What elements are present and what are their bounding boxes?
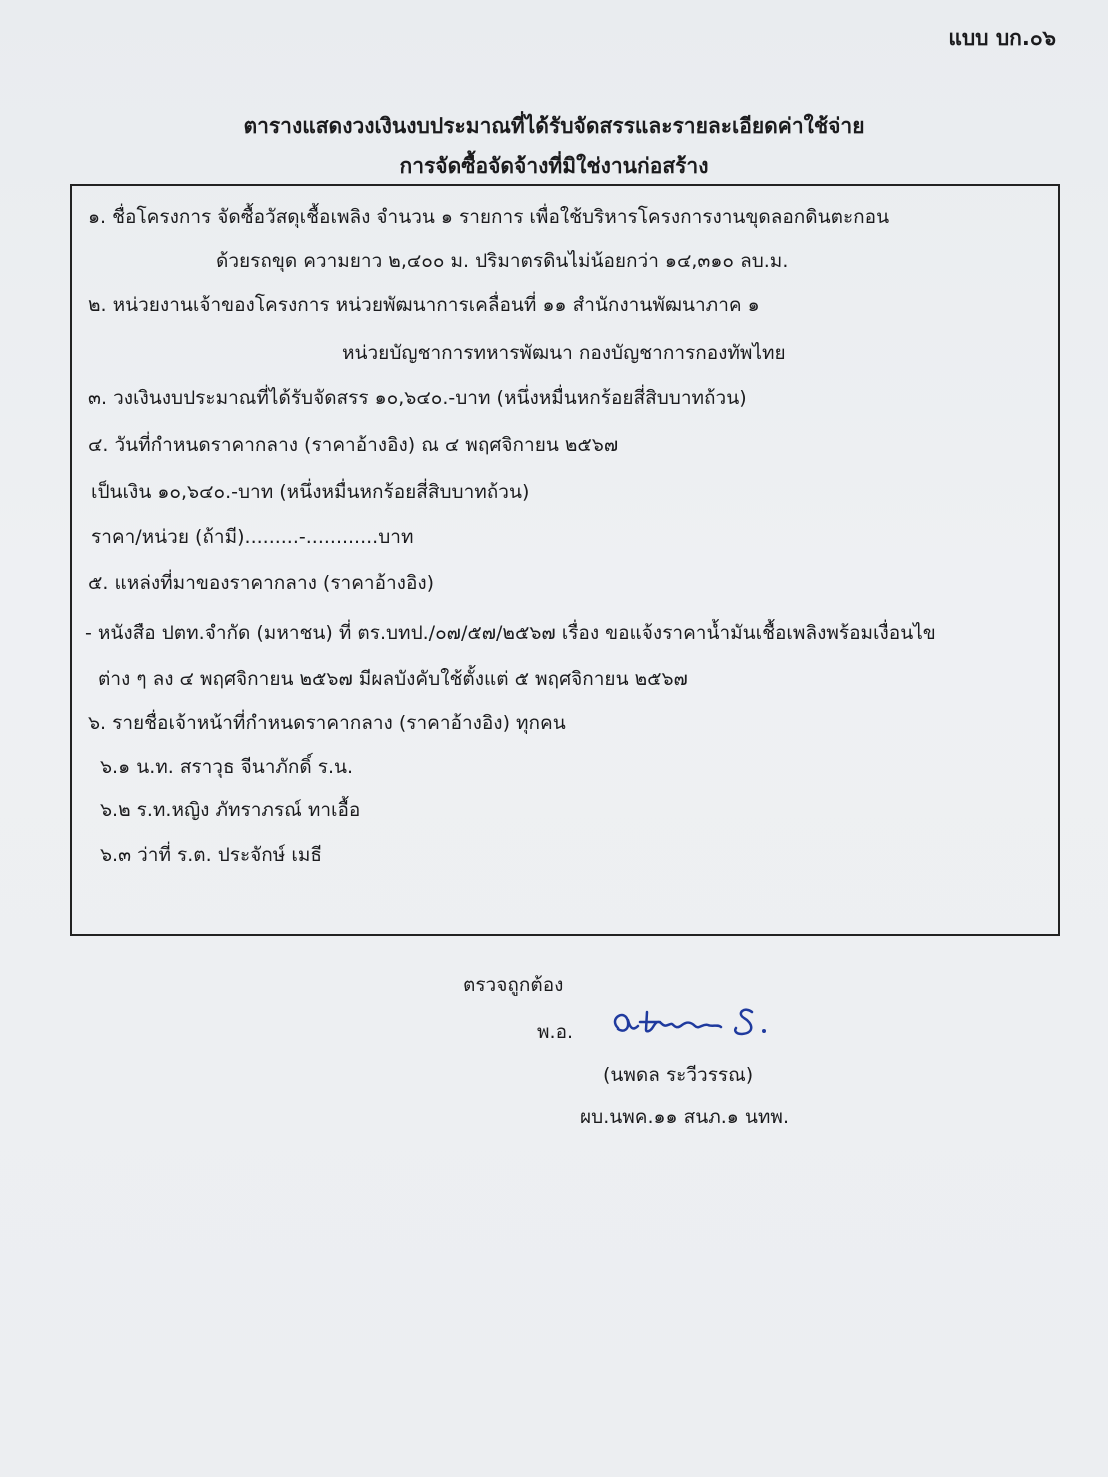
official-3: ๖.๓ ว่าที่ ร.ต. ประจักษ์ เมธี (100, 844, 322, 866)
unit-price-line: ราคา/หน่วย (ถ้ามี).........-............บาท (91, 526, 414, 548)
handwritten-signature (600, 998, 780, 1048)
signer-rank: พ.อ. (537, 1021, 574, 1043)
signer-position: ผบ.นพค.๑๑ สนภ.๑ นทพ. (580, 1106, 789, 1128)
budget-line: ๓. วงเงินงบประมาณที่ได้รับจัดสรร ๑๐,๖๔๐.-บาท (หนึ่งหมื่นหกร้อยสี่สิบบาทถ้วน) (88, 387, 747, 409)
officials-heading: ๖. รายชื่อเจ้าหน้าที่กำหนดราคากลาง (ราคาอ้างอิง) ทุกคน (88, 712, 566, 734)
project-name-line-2: ด้วยรถขุด ความยาว ๒,๔๐๐ ม. ปริมาตรดินไม่น้อยกว่า ๑๔,๓๑๐ ลบ.ม. (216, 250, 789, 272)
source-line-1: - หนังสือ ปตท.จำกัด (มหาชน) ที่ ตร.บทป./๐๗/๕๗/๒๕๖๗ เรื่อง ขอแจ้งราคาน้ำมันเชื้อเพลิงพร้อมเงื่อนไข (85, 622, 936, 644)
source-line-2: ต่าง ๆ ลง ๔ พฤศจิกายน ๒๕๖๗ มีผลบังคับใช้ตั้งแต่ ๕ พฤศจิกายน ๒๕๖๗ (98, 668, 688, 690)
signer-name: (นพดล ระวีวรรณ) (603, 1064, 754, 1086)
verified-label: ตรวจถูกต้อง (463, 974, 564, 996)
owner-line-1: ๒. หน่วยงานเจ้าของโครงการ หน่วยพัฒนาการเคลื่อนที่ ๑๑ สำนักงานพัฒนาภาค ๑ (88, 294, 760, 316)
official-1: ๖.๑ น.ท. สราวุธ จีนาภักดิ์ ร.น. (100, 756, 354, 778)
source-heading: ๕. แหล่งที่มาของราคากลาง (ราคาอ้างอิง) (88, 572, 435, 594)
official-2: ๖.๒ ร.ท.หญิง ภัทราภรณ์ ทาเอื้อ (100, 799, 361, 821)
form-code: แบบ บก.๐๖ (948, 26, 1056, 50)
project-name-line-1: ๑. ชื่อโครงการ จัดซื้อวัสดุเชื้อเพลิง จำนวน ๑ รายการ เพื่อใช้บริหารโครงการงานขุดลอกดินตะกอน (88, 206, 890, 228)
reference-date-line: ๔. วันที่กำหนดราคากลาง (ราคาอ้างอิง) ณ ๔ พฤศจิกายน ๒๕๖๗ (88, 434, 619, 456)
owner-line-2: หน่วยบัญชาการทหารพัฒนา กองบัญชาการกองทัพไทย (342, 342, 786, 364)
reference-amount-line: เป็นเงิน ๑๐,๖๔๐.-บาท (หนึ่งหมื่นหกร้อยสี่สิบบาทถ้วน) (91, 481, 530, 503)
document-title: ตารางแสดงวงเงินงบประมาณที่ได้รับจัดสรรและรายละเอียดค่าใช้จ่าย (243, 114, 865, 138)
document-subtitle: การจัดซื้อจัดจ้างที่มิใช่งานก่อสร้าง (399, 154, 709, 178)
